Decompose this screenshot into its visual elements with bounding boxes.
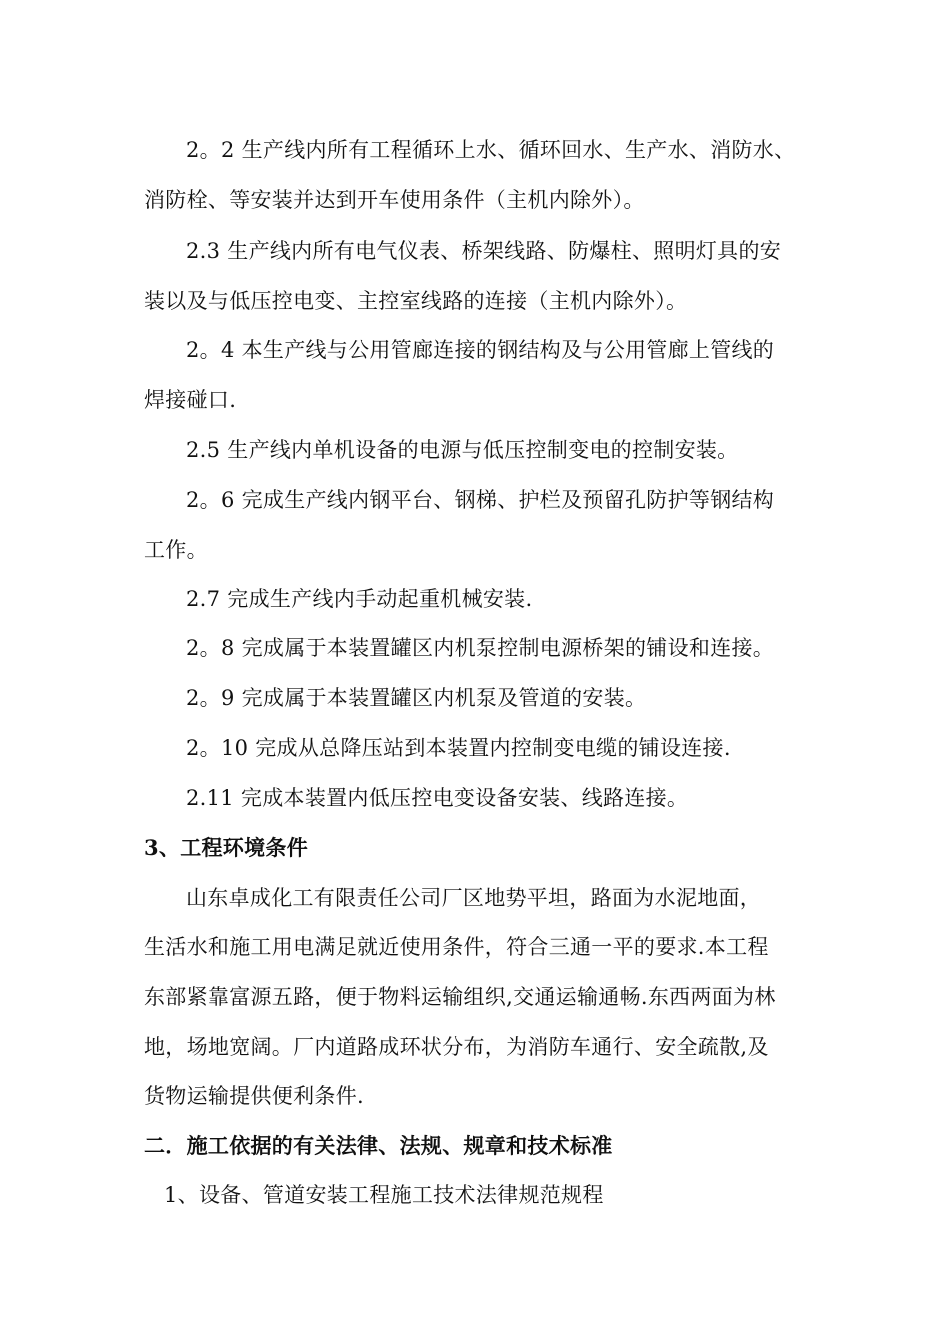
item-2-3-line-2: 装以及与低压控电变、主控室线路的连接（主机内除外）。 [144,289,688,313]
part-2-heading: 二．施工依据的有关法律、法规、规章和技术标准 [144,1133,613,1158]
item-2-3-line-1: 2.3 生产线内所有电气仪表、桥架线路、防爆柱、照明灯具的安 [186,239,782,263]
section-3-para-line-3: 东部紧靠富源五路，便于物料运输组织,交通运输通畅.东西两面为林 [144,985,776,1009]
item-2-10: 2。10 完成从总降压站到本装置内控制变电缆的铺设连接. [186,736,731,760]
section-3-para-line-4: 地，场地宽阔。厂内道路成环状分布，为消防车通行、安全疏散,及 [144,1035,769,1059]
item-2-8: 2。8 完成属于本装置罐区内机泵控制电源桥架的铺设和连接。 [186,636,775,660]
item-2-4-line-2: 焊接碰口. [144,388,237,412]
item-2-9: 2。9 完成属于本装置罐区内机泵及管道的安装。 [186,686,647,710]
part-2-subheading-1: 1、设备、管道安装工程施工技术法律规范规程 [164,1183,604,1207]
item-2-2-line-2: 消防栓、等安装并达到开车使用条件（主机内除外）。 [144,188,645,212]
item-2-7: 2.7 完成生产线内手动起重机械安装. [186,587,533,611]
section-3-para-line-2: 生活水和施工用电满足就近使用条件，符合三通一平的要求.本工程 [144,935,769,959]
item-2-2-line-1: 2。2 生产线内所有工程循环上水、循环回水、生产水、消防水、 [186,138,796,162]
item-2-5: 2.5 生产线内单机设备的电源与低压控制变电的控制安装。 [186,438,739,462]
section-3-heading: 3、工程环境条件 [144,835,309,860]
item-2-6-line-2: 工作。 [144,538,208,562]
item-2-11: 2.11 完成本装置内低压控电变设备安装、线路连接。 [186,786,689,810]
item-2-6-line-1: 2。6 完成生产线内钢平台、钢梯、护栏及预留孔防护等钢结构 [186,488,775,512]
section-3-para-line-1: 山东卓成化工有限责任公司厂区地势平坦，路面为水泥地面， [186,886,762,910]
item-2-4-line-1: 2。4 本生产线与公用管廊连接的钢结构及与公用管廊上管线的 [186,338,775,362]
section-3-para-line-5: 货物运输提供便利条件. [144,1084,364,1108]
